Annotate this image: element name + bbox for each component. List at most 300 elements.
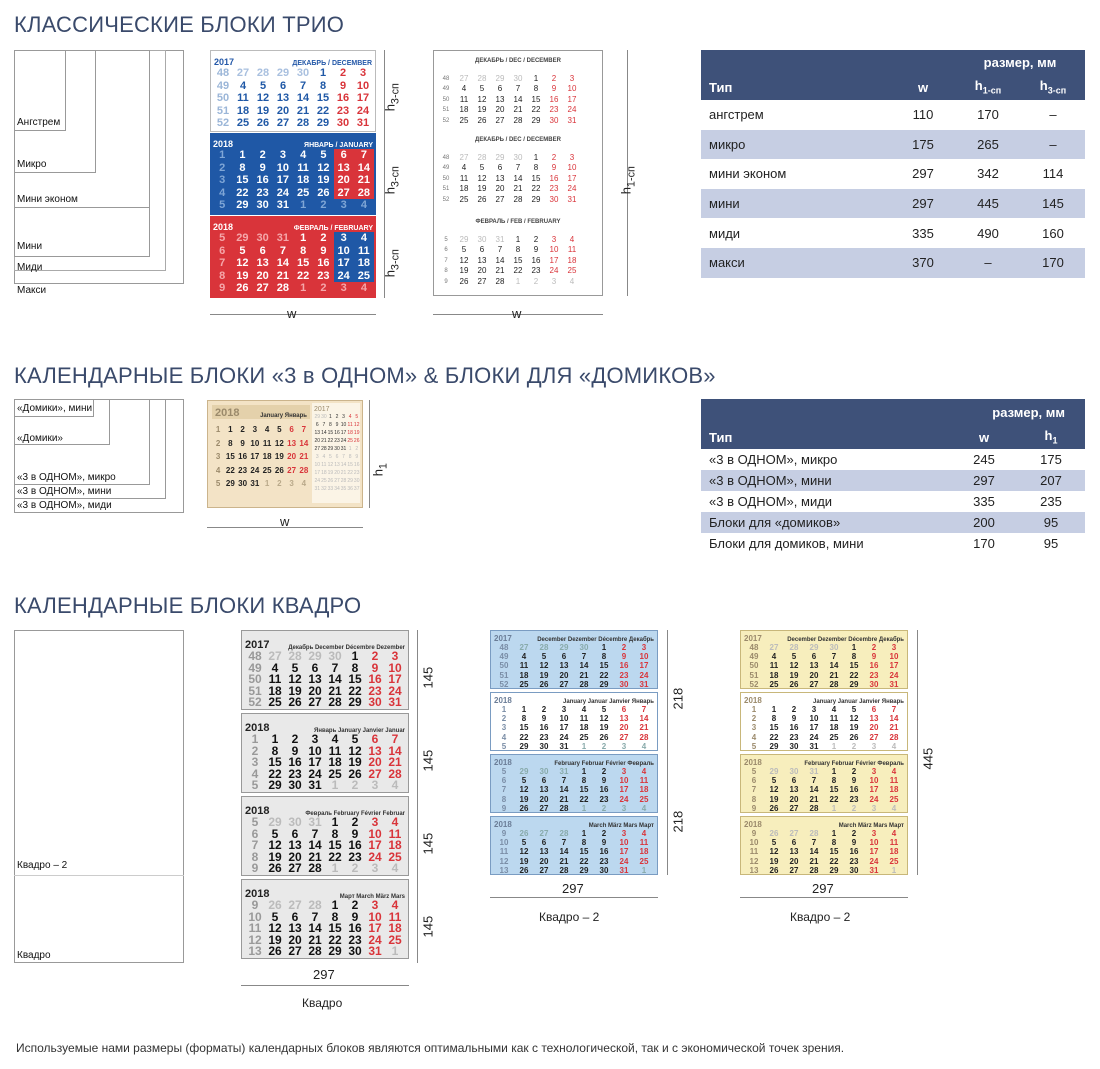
cell-w: 297 [912, 196, 934, 212]
calendar-cell: 25 [321, 478, 327, 484]
calendar-cell: 22 [268, 766, 282, 781]
calendar-cell: 3 [279, 149, 286, 161]
calendar-cell: 31 [495, 235, 505, 244]
calendar-cell: 5 [239, 244, 246, 257]
calendar-cell: 27 [789, 829, 799, 838]
calendar-cell: 31 [308, 815, 322, 829]
calendar-cell: 28 [308, 898, 322, 912]
calendar-cell: 7 [501, 785, 507, 795]
cal-month: March März Mars Март [838, 823, 904, 829]
calendar-cell: 21 [276, 269, 289, 282]
calendar-cell: 30 [477, 235, 487, 244]
calendar-cell: 30 [619, 679, 629, 689]
calendar-cell: 17 [619, 847, 629, 857]
calendar-cell: 21 [559, 794, 569, 804]
calendar-cell: 14 [809, 785, 819, 795]
calendar-cell: 31 [567, 115, 577, 125]
calendar-cell: 51 [248, 683, 262, 698]
dim-line [241, 985, 409, 986]
calendar-cell: 5 [251, 778, 259, 793]
calendar-cell: 28 [513, 115, 523, 125]
calendar-cell: 28 [388, 766, 402, 781]
cal-year: 2018 [213, 222, 234, 232]
calendar-cell: 27 [308, 695, 322, 710]
calendar-cell: 3 [371, 815, 379, 829]
cal-month: January Январь [260, 413, 307, 419]
calendar-cell: 28 [340, 478, 347, 484]
calendar-cell: 13 [287, 438, 297, 448]
calendar-cell: 2 [320, 232, 327, 244]
calendar-cell: 22 [531, 184, 541, 194]
calendar-cell: 20 [495, 184, 505, 194]
calendar-cell: 6 [219, 244, 226, 257]
cell-type: макси [709, 255, 745, 271]
calendar-cell: 30 [539, 767, 549, 776]
calendar-cell: 8 [239, 161, 246, 174]
calendar-cell: 22 [225, 465, 235, 475]
calendar-cell: 25 [388, 932, 402, 947]
calendar-cell: 29 [519, 741, 529, 751]
calendar-cell: 13 [499, 865, 509, 875]
calendar-cell: 16 [549, 173, 559, 183]
calendar-cell: 27 [288, 944, 302, 959]
calendar-cell: 23 [549, 105, 559, 115]
caption: Квадро [302, 996, 343, 1010]
calendar-cell: 10 [869, 838, 879, 848]
col-h: $h_1$ [1044, 428, 1058, 446]
calendar-cell: 23 [334, 438, 340, 444]
calendar-cell: 13 [334, 162, 354, 175]
calendar-cell: 31 [889, 679, 899, 689]
calendar-cell: 20 [477, 266, 487, 276]
calendar-cell: 16 [599, 785, 609, 795]
calendar-cell [581, 116, 599, 126]
calendar-cell: 9 [339, 79, 347, 92]
calendar-cell: 29 [316, 117, 330, 130]
calendar-cell: 4 [322, 454, 326, 460]
calendar-cell: 18 [889, 847, 899, 857]
cal-year: 2018 [245, 722, 270, 734]
calendar-cell: 13 [619, 714, 629, 724]
calendar-cell: 4 [641, 741, 647, 751]
calendar-cell: 9 [335, 422, 339, 428]
calendar-cell: 31 [559, 767, 569, 776]
calendar-cell: 2 [871, 643, 877, 652]
calendar-cell: 2 [320, 282, 327, 295]
dim-145: 145 [420, 832, 436, 855]
calendar-cell: 7 [811, 776, 817, 786]
calendar-cell: 27 [256, 282, 269, 295]
kvadro-month [490, 816, 658, 875]
calendar-cell: 2 [351, 815, 359, 829]
calendar-cell: 21 [809, 794, 819, 804]
calendar-cell: 17 [356, 92, 370, 105]
calendar-cell: 25 [459, 194, 469, 204]
calendar-cell: 8 [251, 849, 259, 864]
calendar-cell: 25 [268, 695, 282, 710]
calendar-cell: 25 [519, 679, 529, 689]
calendar-cell: 36 [347, 486, 353, 492]
col-type: Тип [709, 429, 733, 445]
calendar-cell: 2 [219, 161, 226, 174]
calendar-cell: 52 [248, 695, 262, 710]
calendar-cell: 18 [639, 785, 649, 795]
calendar-cell: 25 [567, 266, 577, 276]
cal-month: Февраль February Février Februar [305, 811, 405, 817]
calendar-cell: 19 [789, 670, 799, 680]
calendar-cell: 13 [539, 847, 549, 857]
calendar-cell: 4 [219, 186, 226, 199]
calendar-cell: 31 [308, 778, 322, 793]
calendar-cell: 14 [328, 672, 342, 687]
calendar-cell: 11 [579, 714, 589, 724]
calendar-cell: 20 [288, 849, 302, 864]
calendar-cell: 16 [317, 257, 330, 270]
calendar-cell: 6 [541, 776, 547, 786]
calendar-cell: 5 [521, 838, 527, 848]
calendar-cell: 6 [311, 660, 319, 675]
calendar-cell: 3 [551, 276, 557, 286]
calendar-cell: 29 [809, 643, 819, 652]
cell-h1: 170 [977, 107, 999, 123]
calendar-cell: 28 [299, 465, 309, 475]
calendar-cell: 23 [531, 266, 541, 276]
calendar-cell: 1 [751, 705, 757, 714]
calendar-cell: 5 [479, 84, 485, 94]
calendar-cell: 2 [621, 643, 627, 652]
cell-type: миди [709, 225, 741, 241]
calendar-cell: 13 [368, 743, 382, 758]
calendar-cell: 2 [601, 803, 607, 813]
calendar-cell: 5 [351, 732, 359, 746]
dim-h1: $h_{1-сп}$ [618, 166, 638, 195]
kvadro-month [740, 754, 908, 813]
calendar-cell: 10 [749, 838, 759, 848]
calendar-cell: 23 [368, 683, 382, 698]
calendar-cell: 7 [331, 660, 339, 675]
calendar-cell: 28 [477, 74, 487, 83]
calendar-cell: 2 [533, 276, 539, 286]
calendar-cell: 13 [288, 921, 302, 936]
calendar-cell: 5 [219, 199, 226, 212]
calendar-cell: 16 [849, 847, 859, 857]
calendar-cell: 19 [327, 470, 334, 476]
calendar-cell: 26 [599, 732, 609, 742]
calendar-cell: 4 [251, 766, 259, 781]
calendar-cell: 28 [639, 732, 649, 742]
divider [14, 875, 184, 876]
calendar-cell: 10 [248, 909, 262, 924]
calendar-cell: 5 [791, 652, 797, 662]
calendar-cell: 8 [351, 660, 359, 675]
calendar-cell: 49 [216, 79, 230, 92]
calendar-cell: 5 [277, 425, 282, 434]
dim-line [667, 630, 668, 875]
calendar-cell: 15 [531, 94, 541, 104]
calendar-cell: 26 [288, 695, 302, 710]
calendar-cell: 3 [359, 67, 367, 79]
calendar-cell: 27 [539, 865, 549, 875]
calendar-cell: 24 [368, 932, 382, 947]
calendar-cell: 24 [567, 184, 577, 194]
table-row [701, 218, 1085, 248]
calendar-cell: 3 [371, 898, 379, 912]
calendar-cell: 50 [248, 672, 262, 687]
calendar-cell: 27 [288, 898, 302, 912]
calendar-cell: 13 [869, 714, 879, 724]
calendar-cell: 1 [771, 705, 777, 714]
calendar-cell [581, 74, 599, 84]
calendar-cell: 16 [849, 785, 859, 795]
calendar-cell: 3 [252, 425, 258, 434]
calendar-cell: 19 [236, 269, 249, 282]
calendar-cell: 5 [521, 776, 527, 786]
calendar-cell: 12 [353, 422, 360, 428]
calendar-cell: 25 [889, 794, 899, 804]
calendar-cell: 5 [501, 767, 507, 776]
calendar-cell: 6 [291, 826, 299, 841]
nest-label: «3 в ОДНОМ», миди [17, 500, 112, 511]
calendar-cell: 4 [641, 767, 647, 776]
calendar-cell: 30 [368, 695, 382, 710]
calendar-cell: 6 [315, 422, 319, 428]
calendar-cell: 9 [851, 838, 857, 848]
calendar-cell: 12 [274, 438, 284, 448]
calendar-cell: 12 [348, 743, 362, 758]
calendar-cell: 29 [276, 67, 290, 79]
calendar-cell: 25 [769, 679, 779, 689]
calendar-cell: 15 [328, 838, 342, 853]
calendar-cell: 6 [751, 776, 757, 786]
calendar-cell: 18 [459, 184, 469, 194]
cell-h1: – [984, 255, 992, 271]
calendar-cell: 2 [601, 829, 607, 838]
calendar-cell: 20 [287, 452, 297, 462]
cal-month: January Januar Janvier Январь [563, 699, 654, 705]
calendar-cell: 24 [356, 104, 370, 117]
calendar-cell: 50 [216, 92, 230, 105]
calendar-cell: 28 [495, 276, 505, 286]
cell-type: ангстрем [709, 107, 764, 123]
cell-h3: 145 [1042, 196, 1064, 212]
calendar-cell: 7 [299, 79, 307, 92]
calendar-cell: 26 [348, 766, 362, 781]
triple-side-month [314, 406, 360, 502]
calendar-cell: 17 [368, 921, 382, 936]
calendar-cell: 11 [567, 245, 577, 255]
calendar-cell: 1 [581, 741, 587, 751]
calendar-cell: 4 [891, 767, 897, 776]
calendar-cell: 22 [531, 105, 541, 115]
calendar-cell: 15 [579, 785, 589, 795]
calendar-cell [581, 153, 599, 163]
cal-year: 2017 [744, 634, 762, 643]
calendar-cell: 12 [499, 856, 509, 866]
calendar-cell: 18 [519, 670, 529, 680]
calendar-cell: 10 [549, 245, 559, 255]
calendar-cell: 31 [809, 767, 819, 776]
calendar-cell: 6 [371, 732, 379, 746]
cal-month: ЯНВАРЬ / JANUARY [304, 142, 373, 149]
cell-h: 175 [1040, 452, 1062, 467]
calendar-cell: 7 [751, 785, 757, 795]
calendar-cell: 11 [519, 661, 529, 671]
calendar-cell: 9 [551, 84, 557, 94]
calendar-cell: 4 [215, 465, 221, 475]
calendar-cell: 1 [331, 898, 339, 912]
col-h3: $h_{3-сп}$ [1039, 78, 1067, 96]
calendar-cell: 19 [519, 794, 529, 804]
kvadro-month [490, 692, 658, 751]
calendar-cell: 50 [442, 175, 450, 182]
calendar-cell: 22 [236, 186, 249, 199]
calendar-cell: 8 [348, 454, 352, 460]
calendar-cell: 29 [327, 446, 334, 452]
calendar-cell: 5 [479, 163, 485, 173]
calendar-cell: 18 [769, 670, 779, 680]
calendar-cell: 21 [328, 683, 342, 698]
calendar-cell: 32 [321, 486, 327, 492]
calendar-cell: 12 [769, 785, 779, 795]
calendar-cell: 27 [539, 829, 549, 838]
calendar-cell: 24 [368, 849, 382, 864]
calendar-cell: 22 [829, 794, 839, 804]
calendar-cell: 21 [308, 932, 322, 947]
calendar-cell: 24 [809, 732, 819, 742]
calendar-cell: 3 [340, 199, 347, 212]
calendar-cell: 11 [262, 438, 272, 448]
dim-w: w [512, 306, 522, 321]
calendar-cell: 13 [477, 255, 487, 265]
calendar-cell: 15 [829, 785, 839, 795]
calendar-cell: 19 [519, 856, 529, 866]
calendar-cell: 4 [331, 732, 339, 746]
cell-w: 245 [973, 452, 995, 467]
calendar-cell: 13 [789, 785, 799, 795]
calendar-cell: 12 [317, 161, 330, 174]
calendar-cell: 7 [311, 909, 319, 924]
nest-box [14, 630, 184, 963]
calendar-cell: 7 [301, 425, 307, 434]
calendar-cell: 2 [351, 861, 359, 876]
calendar-cell: 2 [291, 732, 299, 746]
calendar-cell: 27 [368, 766, 382, 781]
calendar-cell: 7 [279, 244, 286, 257]
calendar-cell: 9 [751, 803, 757, 813]
cal-month: December Dezember Décembre Декабрь [787, 637, 904, 643]
calendar-cell: 23 [619, 670, 629, 680]
cal-month: December Dezember Décembre Декабрь [537, 637, 654, 643]
calendar-cell: 29 [236, 232, 249, 244]
calendar-cell: 1 [331, 815, 339, 829]
calendar-cell: 51 [749, 670, 759, 680]
calendar-cell: 20 [495, 105, 505, 115]
calendar-cell: 2 [259, 149, 266, 161]
calendar-cell: 1 [329, 414, 332, 420]
calendar-cell: 34 [334, 486, 340, 492]
calendar-cell: 1 [533, 74, 539, 83]
calendar-cell: 9 [351, 909, 359, 924]
calendar-cell: 30 [328, 649, 342, 663]
calendar-cell: 4 [300, 149, 307, 161]
cell-h1: 265 [977, 136, 999, 152]
calendar-cell: 23 [789, 732, 799, 742]
calendar-cell: 20 [308, 683, 322, 698]
calendar-cell: 10 [889, 652, 899, 662]
calendar-cell: 14 [495, 255, 505, 265]
calendar-cell: 31 [559, 741, 569, 751]
calendar-cell: 18 [388, 921, 402, 936]
calendar-cell: 19 [477, 105, 487, 115]
calendar-cell: 6 [279, 79, 287, 92]
caption: Квадро – 2 [790, 910, 851, 924]
calendar-cell: 5 [501, 741, 507, 751]
calendar-cell: 31 [809, 741, 819, 751]
calendar-cell: 3 [340, 282, 347, 295]
calendar-cell: 28 [328, 695, 342, 710]
calendar-cell: 2 [371, 649, 379, 663]
calendar-cell: 10 [276, 161, 289, 174]
calendar-cell: 31 [356, 117, 370, 130]
calendar-cell: 8 [521, 714, 527, 724]
calendar-cell: 8 [831, 776, 837, 786]
calendar-cell: 11 [347, 422, 353, 428]
calendar-cell: 31 [869, 865, 879, 875]
calendar-cell: 24 [619, 794, 629, 804]
calendar-cell: 14 [296, 92, 310, 105]
calendar-cell: 5 [601, 705, 607, 714]
calendar-cell: 15 [316, 92, 330, 105]
trio-gray-month [437, 219, 599, 291]
calendar-cell: 6 [335, 454, 339, 460]
calendar-cell: 24 [559, 732, 569, 742]
calendar-cell: 31 [276, 199, 289, 212]
calendar-cell: 20 [559, 670, 569, 680]
calendar-cell: 20 [368, 755, 382, 770]
calendar-cell: 31 [276, 232, 289, 244]
cal-year: 2018 [494, 696, 512, 705]
dim-h3: $h_{3-сп}$ [382, 249, 402, 278]
calendar-cell: 8 [501, 794, 507, 804]
calendar-cell: 8 [444, 268, 448, 275]
calendar-cell: 4 [641, 829, 647, 838]
calendar-cell: 12 [477, 94, 487, 104]
calendar-cell: 16 [334, 430, 340, 436]
calendar-cell: 11 [459, 94, 469, 104]
calendar-cell: 20 [869, 723, 879, 733]
calendar-cell: 16 [789, 723, 799, 733]
calendar-cell: 31 [314, 486, 321, 492]
calendar-cell: 31 [567, 194, 577, 204]
calendar-cell: 22 [297, 269, 310, 282]
calendar-cell: 24 [889, 670, 899, 680]
calendar-cell: 22 [328, 932, 342, 947]
calendar-cell: 19 [256, 104, 270, 117]
calendar-cell: 5 [541, 652, 547, 662]
calendar-cell: 18 [262, 452, 272, 462]
calendar-cell: 28 [296, 117, 310, 130]
col-type: Тип [709, 79, 733, 95]
calendar-cell: 28 [308, 861, 322, 876]
calendar-cell: 18 [347, 430, 353, 436]
calendar-cell: 49 [442, 86, 450, 93]
calendar-cell: 30 [549, 115, 559, 125]
calendar-cell: 19 [599, 723, 609, 733]
table-row [701, 470, 1085, 491]
cell-h3: – [1049, 107, 1057, 123]
calendar-cell: 51 [499, 670, 509, 680]
calendar-cell: 20 [314, 438, 321, 444]
